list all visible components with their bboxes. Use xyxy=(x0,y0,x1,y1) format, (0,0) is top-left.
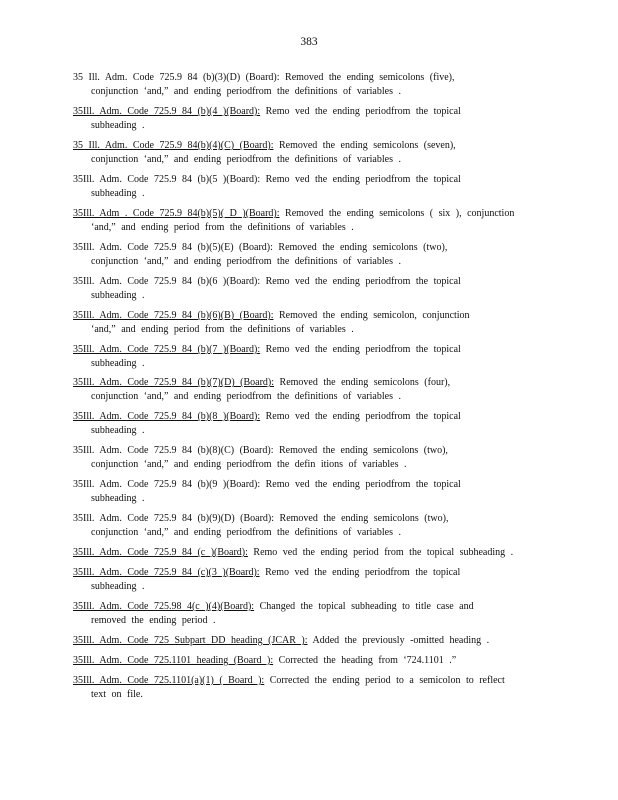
errata-entry xyxy=(73,546,513,560)
entry-line xyxy=(73,71,455,85)
errata-entry xyxy=(73,173,461,201)
entry-line xyxy=(73,376,450,390)
entry-description: Remo ved the ending periodfrom the topical xyxy=(260,411,461,422)
entry-continuation: subheading . xyxy=(91,581,145,592)
code-reference: 35Ill. Adm. Code 725.9 84 (b)(9)(D) (Board): xyxy=(73,513,275,524)
entry-description: Remo ved the ending periodfrom the topical xyxy=(259,567,461,578)
entry-line xyxy=(73,207,514,221)
entry-description: Added the previously -omitted heading . xyxy=(307,635,490,646)
entry-description: Remo ved the ending periodfrom the topical xyxy=(260,106,461,117)
entry-line xyxy=(73,654,456,668)
entry-continuation: subheading . xyxy=(91,358,145,369)
entry-line xyxy=(73,600,474,614)
code-reference: 35Ill. Adm. Code 725.1101 heading (Board ): xyxy=(73,655,274,666)
errata-entry xyxy=(73,654,456,668)
entry-description: Removed the ending semicolons (seven), xyxy=(273,140,456,151)
code-reference: 35Ill. Adm. Code 725.9 84 (b)(4 )(Board): xyxy=(73,106,261,117)
code-reference: 35Ill. Adm. Code 725.9 84 (c )(Board): xyxy=(73,547,248,558)
entry-continuation: subheading . xyxy=(91,120,145,131)
errata-entry xyxy=(73,674,505,702)
entry-description: Removed the ending semicolons (two), xyxy=(272,242,448,253)
code-reference: 35Ill. Adm. Code 725.9 84 (b)(6)(B) (Board): xyxy=(73,310,274,321)
code-reference: 35Ill. Adm. Code 725.9 84 (b)(7 )(Board): xyxy=(73,344,261,355)
errata-entry xyxy=(73,478,461,506)
errata-entry xyxy=(73,376,450,404)
code-reference: 35Ill. Adm. Code 725.9 84 (b)(8 )(Board): xyxy=(73,411,261,422)
entry-line xyxy=(73,478,461,492)
entry-line xyxy=(73,444,448,458)
code-reference: 35Ill. Adm . Code 725.9 84(b)(5)( D )(Board): xyxy=(73,208,280,219)
entry-line xyxy=(73,343,461,357)
entry-continuation: subheading . xyxy=(91,188,145,199)
entry-continuation: text on file. xyxy=(91,689,143,700)
errata-entry xyxy=(73,207,514,235)
entry-line xyxy=(73,566,460,580)
entry-description: Changed the topical subheading to title case and xyxy=(254,601,474,612)
entry-continuation: subheading . xyxy=(91,493,145,504)
code-reference: 35Ill. Adm. Code 725.9 84 (b)(5)(E) (Board): xyxy=(73,242,273,253)
entry-line xyxy=(73,241,447,255)
page-number: 383 xyxy=(300,36,318,48)
entry-description: Remo ved the ending periodfrom the topical xyxy=(260,174,461,185)
entry-continuation: subheading . xyxy=(91,290,145,301)
entry-description: Removed the ending semicolons (two), xyxy=(274,513,449,524)
code-reference: 35Ill. Adm. Code 725.9 84 (b)(7)(D) (Board): xyxy=(73,377,275,388)
entry-description: Removed the ending semicolons (four), xyxy=(274,377,451,388)
entry-description: Remo ved the ending period from the topical subheading . xyxy=(247,547,514,558)
entry-line xyxy=(73,674,505,688)
errata-entry xyxy=(73,410,461,438)
entry-continuation: ‘and,” and ending period from the definitions of variables . xyxy=(91,222,354,233)
entry-description: Corrected the ending period to a semicolon to reflect xyxy=(264,675,505,686)
code-reference: 35 Ill. Adm. Code 725.9 84(b)(4)(C) (Board): xyxy=(73,140,274,151)
entry-description: Removed the ending semicolons ( six ), conjunction xyxy=(279,208,515,219)
errata-entry xyxy=(73,139,456,167)
code-reference: 35Ill. Adm. Code 725.9 84 (b)(9 )(Board): xyxy=(73,479,261,490)
entry-line xyxy=(73,105,461,119)
errata-entry xyxy=(73,105,461,133)
entry-description: Remo ved the ending periodfrom the topical xyxy=(260,276,461,287)
entry-continuation: ‘and,” and ending period from the definitions of variables . xyxy=(91,324,354,335)
errata-entry xyxy=(73,444,448,472)
entry-continuation: conjunction ‘and,” and ending periodfrom the definitions of variables . xyxy=(91,86,401,97)
errata-entry xyxy=(73,634,489,648)
code-reference: 35Ill. Adm. Code 725.9 84 (b)(5 )(Board): xyxy=(73,174,261,185)
code-reference: 35 Ill. Adm. Code 725.9 84 (b)(3)(D) (Board): xyxy=(73,72,280,83)
errata-entry xyxy=(73,566,460,594)
errata-entry xyxy=(73,241,447,269)
entry-description: Remo ved the ending periodfrom the topical xyxy=(260,479,461,490)
entry-line xyxy=(73,546,513,560)
entry-line xyxy=(73,410,461,424)
errata-entry xyxy=(73,309,470,337)
code-reference: 35Ill. Adm. Code 725.98 4(c )(4)(Board): xyxy=(73,601,255,612)
entry-line xyxy=(73,309,470,323)
entry-line xyxy=(73,275,461,289)
errata-entry xyxy=(73,71,455,99)
errata-entry xyxy=(73,512,448,540)
code-reference: 35Ill. Adm. Code 725.9 84 (b)(8)(C) (Board): xyxy=(73,445,274,456)
entry-continuation: removed the ending period . xyxy=(91,615,216,626)
entry-line xyxy=(73,173,461,187)
code-reference: 35Ill. Adm. Code 725 Subpart DD heading (JCAR ): xyxy=(73,635,308,646)
entry-line xyxy=(73,139,456,153)
entry-continuation: conjunction ‘and,” and ending periodfrom the definitions of variables . xyxy=(91,527,401,538)
entry-description: Removed the ending semicolons (two), xyxy=(273,445,448,456)
entry-continuation: conjunction ‘and,” and ending periodfrom the defin itions of variables . xyxy=(91,459,407,470)
entry-description: Removed the ending semicolon, conjunction xyxy=(273,310,470,321)
entry-continuation: conjunction ‘and,” and ending periodfrom the definitions of variables . xyxy=(91,256,401,267)
entry-description: Removed the ending semicolons (five), xyxy=(279,72,455,83)
errata-entry xyxy=(73,600,474,628)
entry-line xyxy=(73,634,489,648)
entry-continuation: subheading . xyxy=(91,425,145,436)
code-reference: 35Ill. Adm. Code 725.9 84 (b)(6 )(Board): xyxy=(73,276,261,287)
entry-continuation: conjunction ‘and,” and ending periodfrom the definitions of variables . xyxy=(91,391,401,402)
entry-description: Remo ved the ending periodfrom the topical xyxy=(260,344,461,355)
errata-entry xyxy=(73,343,461,371)
code-reference: 35Ill. Adm. Code 725.1101(a)(1) ( Board ): xyxy=(73,675,265,686)
entry-description: Corrected the heading from ‘724.1101 .” xyxy=(273,655,457,666)
entry-line xyxy=(73,512,448,526)
errata-entry xyxy=(73,275,461,303)
code-reference: 35Ill. Adm. Code 725.9 84 (c)(3 )(Board): xyxy=(73,567,260,578)
entry-continuation: conjunction ‘and,” and ending periodfrom the definitions of variables . xyxy=(91,154,401,165)
